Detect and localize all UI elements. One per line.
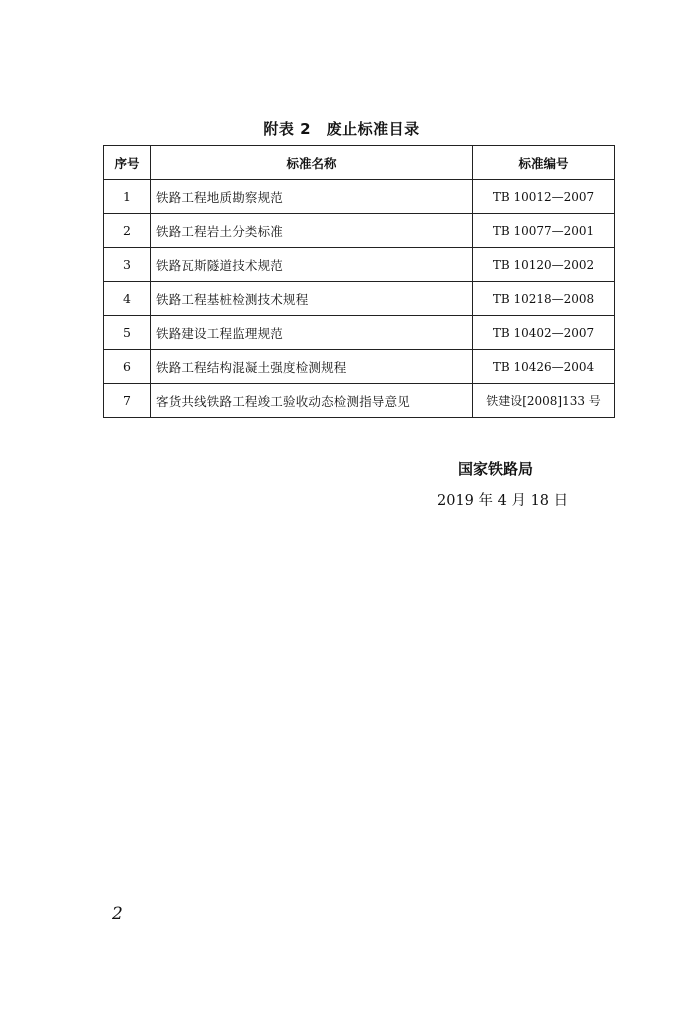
table-row <box>104 350 615 384</box>
row-code: TB 10120—2002 <box>473 248 615 282</box>
row-name: 铁路工程结构混凝土强度检测规程 <box>151 350 473 384</box>
row-index: 7 <box>104 384 151 418</box>
table-title: 附表 2 废止标准目录 <box>263 120 420 138</box>
table-row <box>104 282 615 316</box>
row-code: 铁建设[2008]133 号 <box>473 384 615 418</box>
row-name: 铁路工程基桩检测技术规程 <box>151 282 473 316</box>
header-name: 标准名称 <box>151 146 473 180</box>
table-row <box>104 316 615 350</box>
table-row <box>104 248 615 282</box>
row-code: TB 10402—2007 <box>473 316 615 350</box>
issue-date: 2019 年 4 月 18 日 <box>437 493 569 509</box>
table-row <box>104 384 615 418</box>
table-row <box>104 180 615 214</box>
abolished-standards-table <box>103 145 615 418</box>
row-name: 铁路工程地质勘察规范 <box>151 180 473 214</box>
page-number: 2 <box>112 904 123 924</box>
header-index: 序号 <box>104 146 151 180</box>
row-index: 1 <box>104 180 151 214</box>
header-code: 标准编号 <box>473 146 615 180</box>
row-index: 3 <box>104 248 151 282</box>
row-index: 2 <box>104 214 151 248</box>
issuer-signature: 国家铁路局 <box>458 460 534 478</box>
row-name: 铁路工程岩土分类标准 <box>151 214 473 248</box>
table-row <box>104 214 615 248</box>
row-index: 6 <box>104 350 151 384</box>
row-name: 铁路建设工程监理规范 <box>151 316 473 350</box>
row-index: 5 <box>104 316 151 350</box>
row-code: TB 10426—2004 <box>473 350 615 384</box>
row-code: TB 10077—2001 <box>473 214 615 248</box>
row-code: TB 10012—2007 <box>473 180 615 214</box>
row-index: 4 <box>104 282 151 316</box>
row-code: TB 10218—2008 <box>473 282 615 316</box>
row-name: 客货共线铁路工程竣工验收动态检测指导意见 <box>151 384 473 418</box>
table-header-row <box>104 146 615 180</box>
row-name: 铁路瓦斯隧道技术规范 <box>151 248 473 282</box>
